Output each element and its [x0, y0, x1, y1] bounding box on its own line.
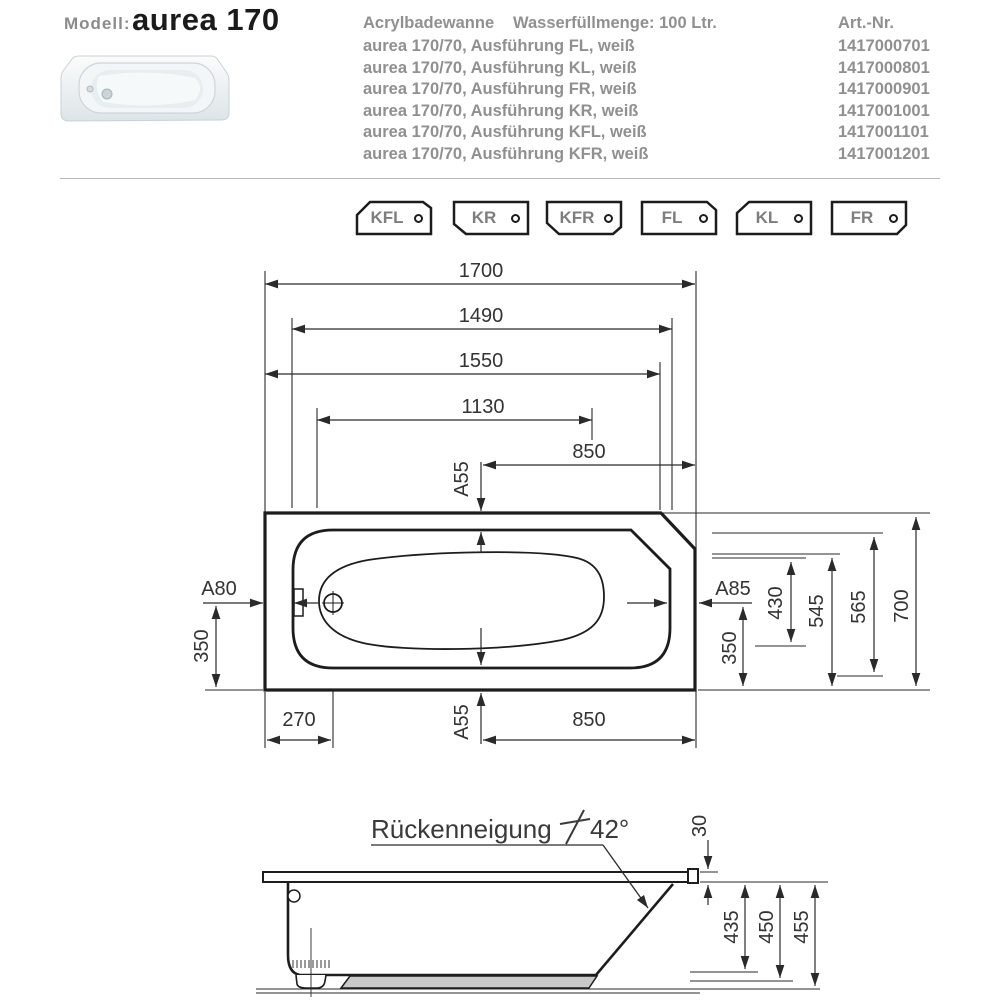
badge-fl	[640, 200, 718, 236]
drain-dot-icon	[511, 214, 520, 223]
svg-text:1130: 1130	[461, 396, 505, 418]
dim-450	[756, 885, 780, 978]
technical-drawing	[0, 250, 1000, 1000]
drain-dot-icon	[794, 214, 803, 223]
variant-row: aurea 170/70, Ausführung KR, weiß	[363, 101, 639, 120]
dim-435	[721, 885, 745, 969]
svg-text:850: 850	[572, 709, 606, 731]
angle-icon	[560, 810, 590, 844]
drain-dot-icon	[889, 214, 898, 223]
variant-row: aurea 170/70, Ausführung FR, weiß	[363, 80, 637, 98]
svg-text:1700: 1700	[458, 260, 504, 282]
model-label: Modell:	[64, 14, 131, 33]
svg-text:A55: A55	[451, 704, 473, 740]
svg-text:430: 430	[765, 586, 787, 620]
badge-fr	[830, 200, 908, 236]
badge-label: FL	[661, 208, 683, 227]
dim-350-left	[191, 606, 216, 687]
badge-kfr	[545, 200, 623, 236]
variant-row: aurea 170/70, Ausführung KFR, weiß	[363, 144, 649, 163]
svg-text:455: 455	[791, 910, 813, 944]
artnr-value: 1417000701	[838, 37, 930, 55]
artnr-value: 1417001201	[838, 144, 930, 163]
badge-label: KFL	[370, 208, 404, 227]
side-shell-outline	[288, 882, 673, 975]
badge-kl	[735, 200, 813, 236]
badge-label: FR	[850, 208, 874, 227]
badge-kr	[452, 200, 530, 236]
variant-list	[363, 36, 648, 165]
rim-end-cap	[688, 869, 698, 883]
svg-text:700: 700	[891, 589, 913, 623]
col-header-capacity: Wasserfüllmenge: 100 Ltr.	[513, 14, 717, 32]
svg-text:435: 435	[721, 910, 743, 944]
dim-700	[891, 517, 916, 686]
variant-row: aurea 170/70, Ausführung KFL, weiß	[363, 123, 647, 141]
svg-text:Rückenneigung: Rückenneigung	[371, 814, 552, 844]
svg-text:450: 450	[756, 910, 778, 944]
svg-text:42°: 42°	[590, 814, 630, 844]
dim-455	[791, 885, 815, 986]
variant-row: aurea 170/70, Ausführung FL, weiß	[363, 37, 635, 55]
svg-text:565: 565	[848, 590, 870, 624]
artnr-list	[838, 36, 930, 165]
dim-850-top	[483, 441, 695, 465]
bathtub-photo	[55, 50, 235, 130]
header-divider	[60, 178, 940, 179]
dim-350-right	[719, 607, 743, 686]
overflow-hole	[288, 890, 300, 902]
drain-dot-icon	[699, 214, 708, 223]
svg-text:350: 350	[191, 629, 213, 663]
drain-dot-icon	[414, 214, 423, 223]
col-header-artnr: Art.-Nr.	[838, 14, 894, 32]
svg-text:1490: 1490	[458, 305, 504, 327]
dim-270	[267, 709, 331, 740]
variant-row: aurea 170/70, Ausführung KL, weiß	[363, 58, 637, 77]
svg-text:30: 30	[689, 814, 711, 838]
dim-430	[765, 562, 791, 642]
svg-text:545: 545	[806, 594, 828, 628]
dim-1130	[317, 396, 592, 420]
drain-dot-icon	[604, 214, 613, 223]
svg-text:A80: A80	[201, 578, 237, 600]
dim-545	[806, 558, 832, 686]
dim-850-bottom	[483, 709, 695, 740]
dim-565	[848, 537, 874, 672]
rim-bar	[263, 872, 697, 882]
col-header-product: Acrylbadewanne	[363, 14, 495, 32]
artnr-value: 1417000901	[838, 80, 930, 98]
model-name: aurea 170	[132, 2, 280, 37]
artnr-value: 1417001101	[838, 123, 929, 141]
artnr-value: 1417001001	[838, 101, 930, 120]
badge-label: KR	[471, 208, 497, 227]
svg-text:850: 850	[572, 441, 606, 463]
base-pad	[341, 976, 597, 988]
overflow-icon	[87, 86, 93, 92]
dim-1550	[265, 350, 660, 374]
svg-text:1550: 1550	[458, 350, 504, 372]
dim-30	[689, 815, 711, 905]
svg-text:A85: A85	[715, 578, 751, 600]
badge-label: KL	[755, 208, 779, 227]
svg-text:270: 270	[282, 709, 316, 731]
svg-text:350: 350	[719, 631, 741, 665]
artnr-value: 1417000801	[838, 58, 930, 77]
dim-1490	[292, 305, 672, 329]
badge-kfl	[355, 200, 433, 236]
dim-1700	[265, 260, 695, 284]
badge-label: KFR	[559, 208, 595, 227]
slope-annotation	[371, 810, 648, 908]
drain-icon	[102, 89, 112, 99]
svg-text:A55: A55	[451, 461, 473, 497]
